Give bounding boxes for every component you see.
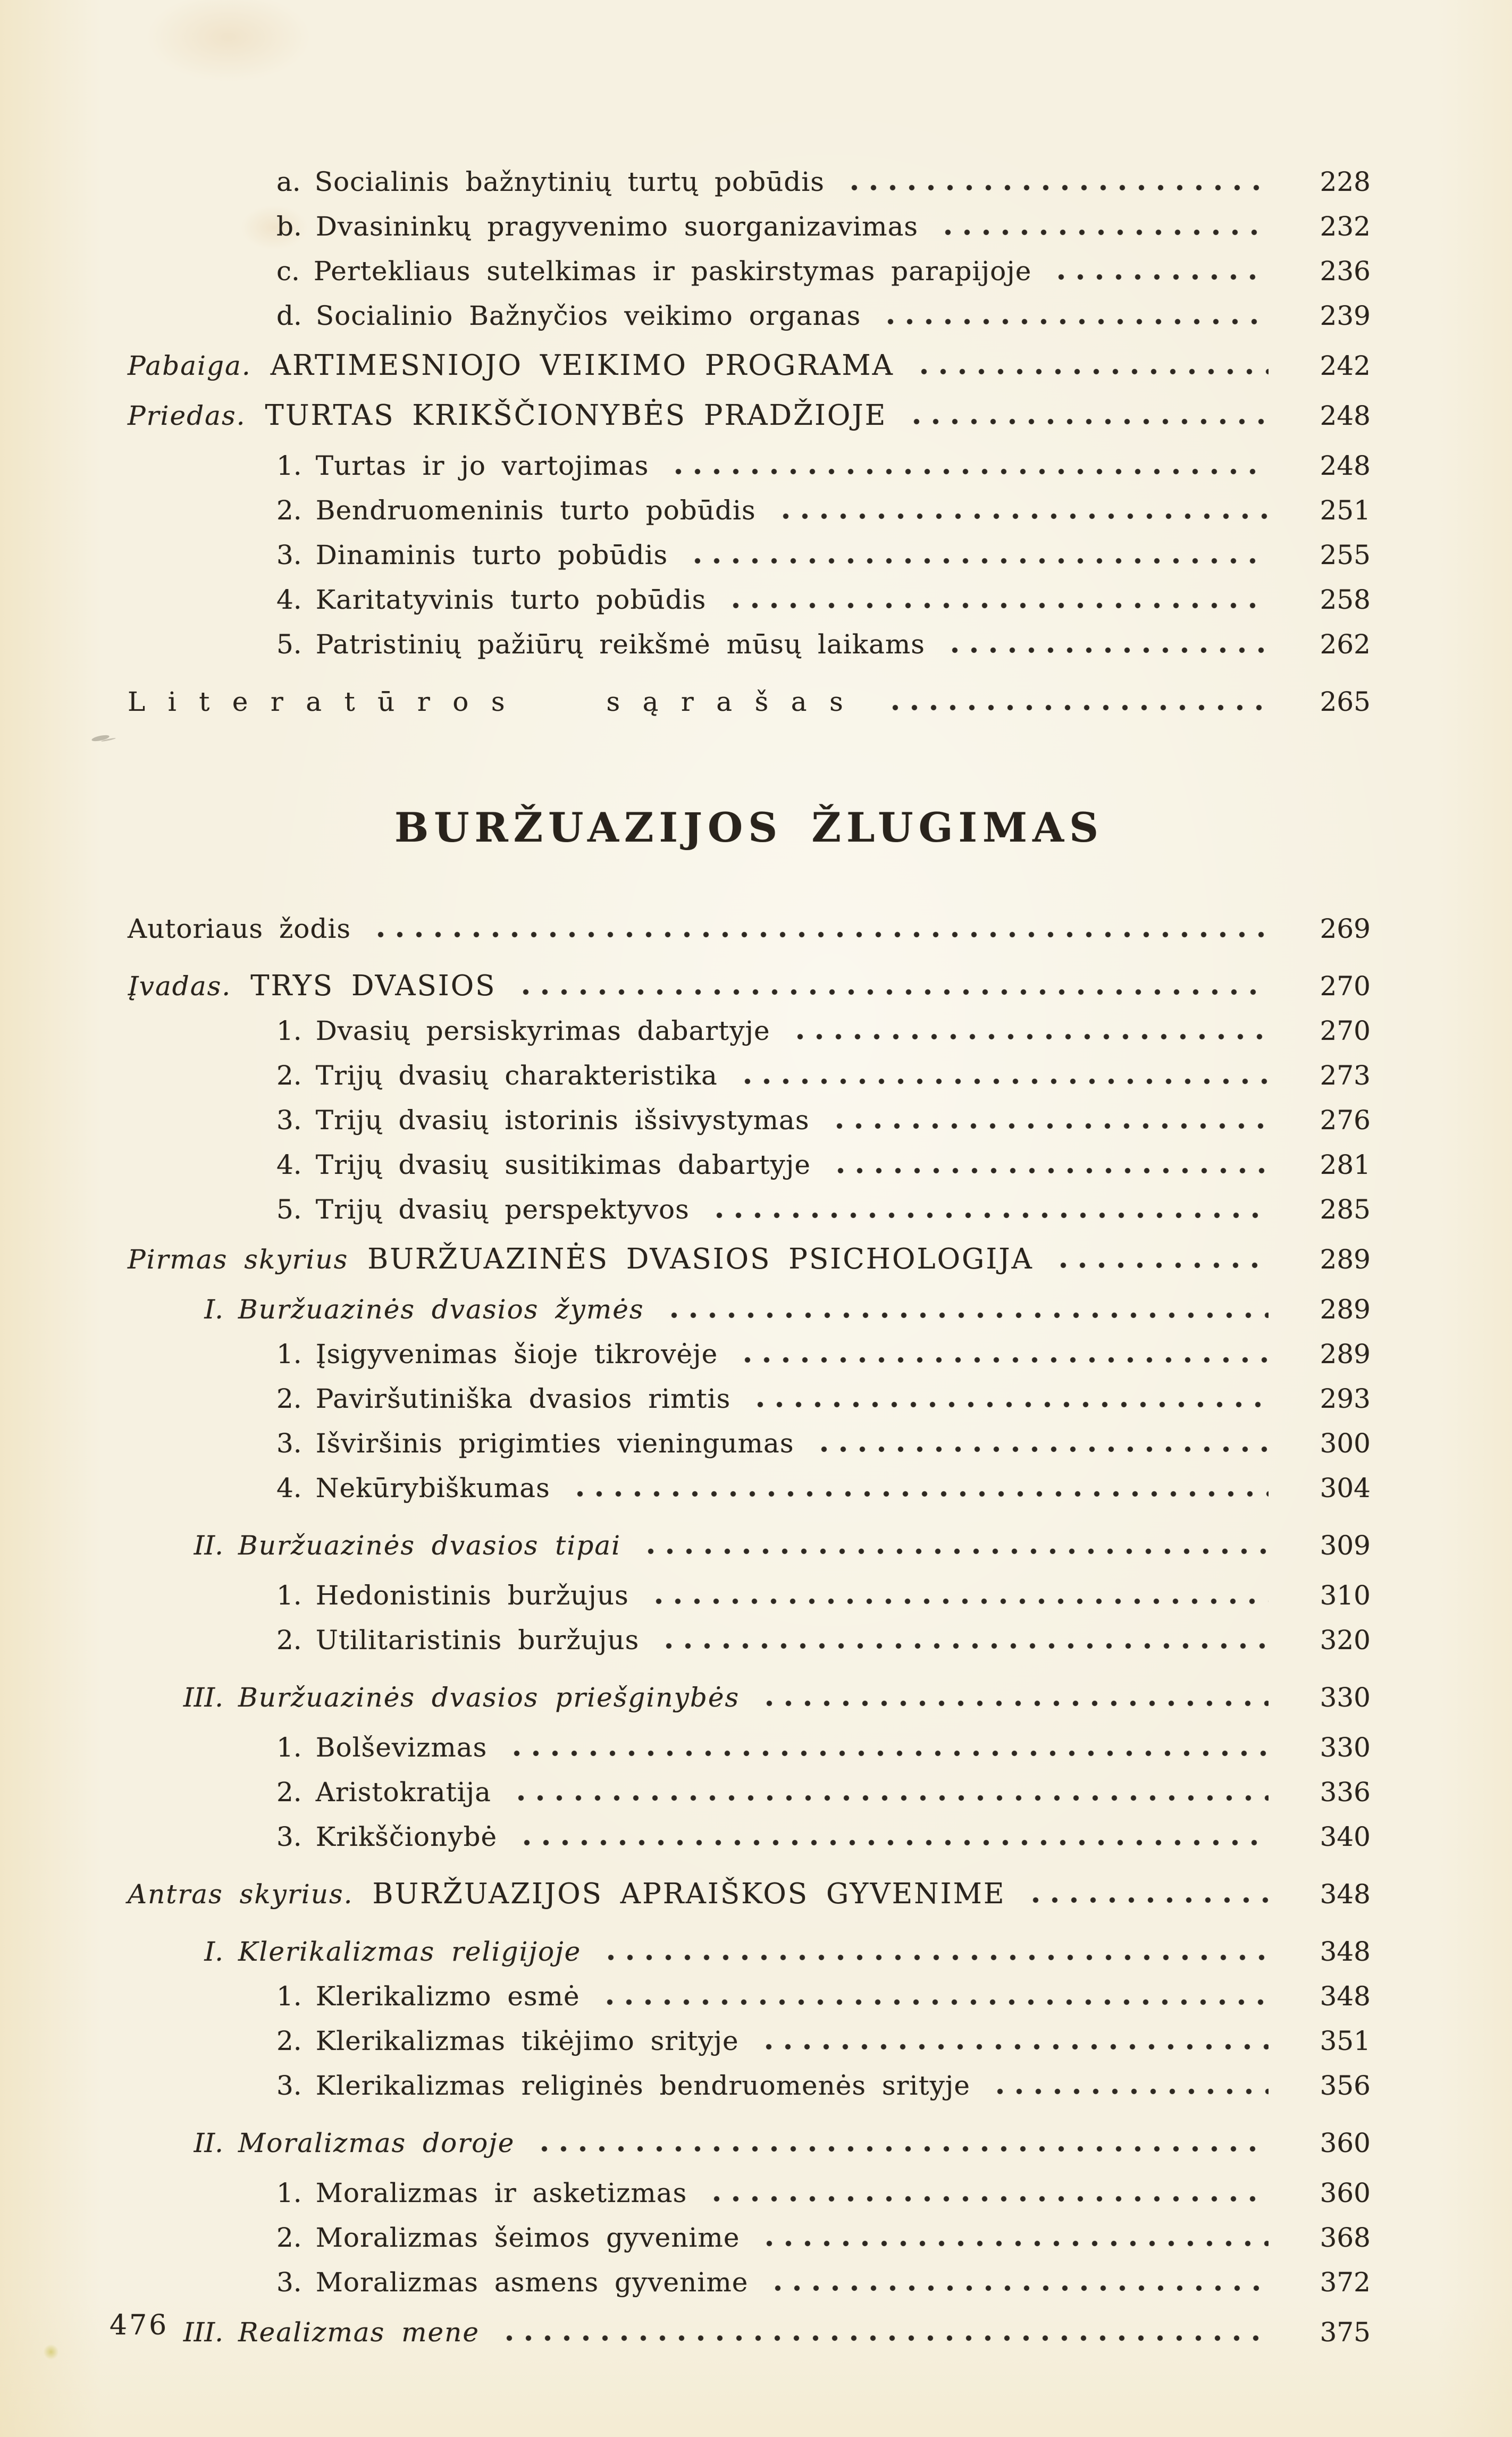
toc-entry-page: 320 [1320, 1625, 1371, 1656]
dot-leader [760, 2240, 1269, 2247]
dot-leader [511, 1794, 1269, 1802]
toc-entry-title: Moralizmas asmens gyvenime [315, 2267, 749, 2298]
toc-entry-title: Trijų dvasių susitikimas dabartyje [315, 1149, 811, 1180]
toc-entry-page: 351 [1320, 2026, 1371, 2056]
toc-entry-title: Dvasių persiskyrimas dabartyje [315, 1015, 770, 1046]
dot-leader [751, 1401, 1269, 1408]
toc-entry-title: TURTAS KRIKŠČIONYBĖS PRADŽIOJE [265, 399, 887, 432]
toc-entry [128, 1580, 1371, 1611]
toc-entry-prefix: 4. [276, 584, 302, 615]
toc-entry-title: Dinaminis turto pobūdis [315, 540, 668, 570]
toc-entry-title: Klerikalizmo esmė [315, 1981, 580, 2012]
toc-entry-title: Moralizmas šeimos gyvenime [315, 2222, 740, 2253]
toc-entry-prefix: II. [194, 1530, 223, 1561]
toc-entry [128, 256, 1371, 287]
dot-leader [600, 1998, 1269, 2006]
dot-leader [507, 1750, 1269, 1757]
toc-entry-prefix: 2. [276, 1060, 302, 1091]
toc-entry-title: BURŽUAZINĖS DVASIOS PSICHOLOGIJA [367, 1243, 1034, 1275]
dot-leader [760, 1700, 1269, 1707]
toc-entry-page: 242 [1320, 350, 1371, 381]
toc-entry [128, 1383, 1371, 1414]
toc-entry-page: 372 [1320, 2267, 1371, 2298]
toc-entry-prefix: c. [276, 256, 300, 287]
dot-leader [659, 1642, 1269, 1650]
toc-entry-prefix: III. [183, 1682, 223, 1713]
dot-leader [688, 557, 1269, 565]
toc-entry-page: 270 [1320, 1015, 1371, 1046]
toc-entry-prefix: 3. [276, 540, 302, 570]
toc-entry-prefix: I. [204, 1294, 223, 1325]
toc-entry [128, 1936, 1371, 1967]
toc-entry-prefix: 4. [276, 1473, 302, 1503]
toc-entry-page: 330 [1320, 1682, 1371, 1713]
toc-entry [128, 300, 1371, 331]
toc-entry-title: Trijų dvasių perspektyvos [315, 1194, 690, 1225]
toc-entry-title: Utilitaristinis buržujus [315, 1625, 640, 1656]
dot-leader [601, 1954, 1269, 1961]
dot-leader [945, 646, 1269, 654]
toc-entry-title: Trijų dvasių istorinis išsivystymas [315, 1105, 810, 1136]
toc-entry [128, 1341, 1371, 1367]
toc-entry-prefix: 2. [276, 1625, 302, 1656]
toc-entry [128, 629, 1371, 660]
toc-entry-prefix: 2. [276, 1383, 302, 1414]
dot-leader [535, 2145, 1269, 2153]
toc-entry-page: 281 [1320, 1149, 1371, 1180]
toc-entry [128, 1878, 1371, 1910]
toc-entry-page: 276 [1320, 1105, 1371, 1136]
toc-entry [128, 2180, 1371, 2206]
toc-entry-prefix: 1. [276, 1981, 302, 2012]
toc-entry-title: Hedonistinis buržujus [315, 1580, 629, 1611]
toc-entry-title: Bolševizmas [315, 1732, 488, 1763]
toc-entry-prefix: 3. [276, 2070, 302, 2101]
toc-entry-title: Išviršinis prigimties vieningumas [315, 1428, 794, 1459]
dot-leader [649, 1598, 1269, 1605]
toc-entry-prefix: 5. [276, 629, 302, 660]
toc-entry-title: Trijų dvasių charakteristika [315, 1060, 718, 1091]
book-part-heading: BURŽUAZIJOS ŽLUGIMAS [394, 804, 1104, 851]
toc-entry-prefix: 1. [276, 1732, 302, 1763]
toc-entry [128, 1015, 1371, 1046]
dot-leader [814, 1446, 1269, 1453]
toc-entry-page: 289 [1320, 1294, 1371, 1325]
toc-entry-title: Įsigyvenimas šioje tikrovėje [315, 1339, 718, 1369]
toc-entry [128, 913, 1371, 944]
dot-leader [907, 418, 1269, 425]
dot-leader [707, 2195, 1269, 2203]
dot-leader [1052, 273, 1269, 281]
toc-entry-prefix: d. [276, 300, 302, 331]
toc-entry [128, 584, 1371, 615]
toc-entry-page: 304 [1320, 1473, 1371, 1503]
dot-leader [759, 2043, 1269, 2051]
dot-leader [938, 229, 1269, 236]
toc-entry-page: 348 [1320, 1879, 1371, 1910]
toc-entry [128, 1981, 1371, 2012]
toc-entry-page: 289 [1320, 1244, 1371, 1275]
dot-leader [726, 602, 1269, 609]
toc-entry-page: 270 [1320, 971, 1371, 1002]
toc-entry [128, 166, 1371, 197]
toc-entry [128, 970, 1371, 1002]
toc-entry-page: 248 [1320, 450, 1371, 481]
dot-leader [768, 2284, 1269, 2292]
toc-entry-prefix: I. [204, 1936, 223, 1967]
toc-entry-page: 265 [1320, 686, 1371, 717]
toc-entry-prefix: III. [183, 2317, 223, 2348]
toc-entry-prefix: 4. [276, 1149, 302, 1180]
dot-leader [776, 512, 1269, 520]
dot-leader [1026, 1896, 1269, 1904]
toc-entry-prefix: Antras skyrius. [128, 1879, 354, 1910]
toc-entry-title: Literatūros sąrašas [128, 686, 866, 717]
toc-entry-title: Paviršutiniška dvasios rimtis [315, 1383, 731, 1414]
toc-entry-prefix: 1. [276, 1015, 302, 1046]
toc-entry-page: 273 [1320, 1060, 1371, 1091]
toc-entry-page: 360 [1320, 2128, 1371, 2158]
toc-entry-prefix: 1. [276, 1580, 302, 1611]
dot-leader [886, 704, 1269, 711]
dot-leader [570, 1490, 1269, 1498]
toc-entry [128, 349, 1371, 382]
toc-entry-page: 348 [1320, 1981, 1371, 2012]
toc-entry [128, 495, 1371, 526]
toc-entry [128, 1149, 1371, 1180]
dot-leader [738, 1078, 1269, 1085]
toc-entry-title: Socialinis bažnytinių turtų pobūdis [314, 166, 825, 197]
toc-entry-page: 248 [1320, 400, 1371, 431]
toc-entry-prefix: Įvadas. [128, 971, 232, 1002]
toc-entry [128, 1428, 1371, 1459]
toc-entry [128, 1682, 1371, 1713]
dot-leader [990, 2088, 1269, 2095]
toc-entry-prefix: a. [276, 166, 301, 197]
toc-entry [128, 2070, 1371, 2101]
toc-entry-page: 293 [1320, 1383, 1371, 1414]
dot-leader [500, 2334, 1269, 2342]
dot-leader [669, 468, 1269, 475]
toc-entry-prefix: b. [276, 211, 302, 242]
toc-entry-page: 330 [1320, 1732, 1371, 1763]
toc-entry-title: Krikščionybė [315, 1821, 498, 1852]
toc-entry [128, 1777, 1371, 1808]
toc-entry-page: 368 [1320, 2222, 1371, 2253]
toc-entry [128, 1475, 1371, 1501]
toc-entry-title: Aristokratija [315, 1777, 491, 1808]
toc-entry-title: Nekūrybiškumas [315, 1473, 550, 1503]
toc-entry-prefix: 3. [276, 1821, 302, 1852]
toc-entry [128, 1105, 1371, 1136]
toc-entry-page: 336 [1320, 1777, 1371, 1808]
toc-entry-prefix: 3. [276, 1428, 302, 1459]
toc-entry-page: 309 [1320, 1530, 1371, 1561]
toc-entry-prefix: 5. [276, 1194, 302, 1225]
toc-entry-prefix: Priedas. [128, 400, 246, 431]
toc-entry-prefix: Pabaiga. [128, 350, 251, 381]
toc-entry-page: 232 [1320, 211, 1371, 242]
dot-leader [791, 1033, 1269, 1040]
toc-entry [128, 1194, 1371, 1225]
toc-entry-prefix: 1. [276, 1339, 302, 1369]
dot-leader [517, 1839, 1269, 1846]
toc-entry-page: 340 [1320, 1821, 1371, 1852]
toc-entry [128, 1821, 1371, 1852]
toc-entry-page: 228 [1320, 166, 1371, 197]
toc-entry [128, 1530, 1371, 1561]
toc-entry-prefix: 3. [276, 1105, 302, 1136]
toc-entry [128, 450, 1371, 481]
toc-entry-page: 375 [1320, 2317, 1371, 2348]
toc-entry-title: Buržuazinės dvasios tipai [238, 1530, 621, 1561]
toc-entry-title: Buržuazinės dvasios priešginybės [238, 1682, 740, 1713]
toc-entry [128, 2267, 1371, 2298]
toc-entry-prefix: 1. [276, 450, 302, 481]
toc-entry-prefix: II. [194, 2128, 223, 2158]
toc-entry-title: Pertekliaus sutelkimas ir paskirstymas parapijoje [313, 256, 1032, 287]
toc-entry-title: Realizmas mene [238, 2317, 480, 2348]
toc-entry-page: 251 [1320, 495, 1371, 526]
dot-leader [641, 1548, 1269, 1555]
toc-entry-page: 239 [1320, 300, 1371, 331]
toc-entry-title: Autoriaus žodis [128, 913, 351, 944]
dot-leader [371, 931, 1269, 938]
toc-entry-prefix: 2. [276, 2222, 302, 2253]
toc-entry-title: TRYS DVASIOS [250, 970, 497, 1002]
toc-entry [128, 2028, 1371, 2054]
toc-list [128, 166, 1371, 2348]
toc-entry [128, 1732, 1371, 1763]
dot-leader [831, 1167, 1269, 1174]
toc-entry [128, 211, 1371, 242]
toc-entry-page: 310 [1320, 1580, 1371, 1611]
dot-leader [516, 988, 1269, 996]
toc-entry-page: 258 [1320, 584, 1371, 615]
toc-entry-title: Karitatyvinis turto pobūdis [315, 584, 707, 615]
dot-leader [914, 368, 1269, 375]
toc-entry-page: 348 [1320, 1936, 1371, 1967]
toc-entry [128, 2130, 1371, 2156]
toc-entry-title: BURŽUAZIJOS APRAIŠKOS GYVENIME [372, 1878, 1006, 1910]
toc-entry [128, 686, 1371, 717]
dot-leader [738, 1356, 1269, 1364]
dot-leader [1054, 1262, 1269, 1269]
toc-entry-title: Klerikalizmas tikėjimo srityje [315, 2026, 739, 2056]
dot-leader [665, 1312, 1269, 1319]
toc-entry-page: 285 [1320, 1194, 1371, 1225]
toc-entry [128, 2222, 1371, 2253]
toc-entry-page: 360 [1320, 2178, 1371, 2208]
toc-entry-title: Patristinių pažiūrų reikšmė mūsų laikams [315, 629, 925, 660]
toc-entry-title: ARTIMESNIOJO VEIKIMO PROGRAMA [270, 349, 894, 382]
toc-entry [128, 542, 1371, 568]
toc-entry-title: Dvasininkų pragyvenimo suorganizavimas [315, 211, 919, 242]
toc-entry-prefix: 3. [276, 2267, 302, 2298]
dot-leader [830, 1122, 1269, 1130]
toc-entry-page: 356 [1320, 2070, 1371, 2101]
toc-entry-page: 262 [1320, 629, 1371, 660]
toc-entry-prefix: Pirmas skyrius [128, 1244, 349, 1275]
toc-entry-title: Bendruomeninis turto pobūdis [315, 495, 756, 526]
toc-entry [128, 1625, 1371, 1656]
toc-entry-title: Klerikalizmas religinės bendruomenės srityje [315, 2070, 970, 2101]
toc-entry [128, 1294, 1371, 1325]
toc-entry [128, 399, 1371, 432]
toc-entry-title: Socialinio Bažnyčios veikimo organas [315, 300, 861, 331]
paper-stain [91, 734, 110, 743]
toc-entry-page: 269 [1320, 913, 1371, 944]
dot-leader [710, 1212, 1269, 1219]
toc-entry-page: 255 [1320, 540, 1371, 570]
toc-entry-page: 236 [1320, 256, 1371, 287]
toc-entry-title: Buržuazinės dvasios žymės [238, 1294, 644, 1325]
toc-entry [128, 1243, 1371, 1275]
dot-leader [881, 318, 1269, 325]
toc-entry-title: Klerikalizmas religijoje [238, 1936, 582, 1967]
toc-entry-prefix: 2. [276, 2026, 302, 2056]
toc-entry-title: Turtas ir jo vartojimas [315, 450, 649, 481]
toc-entry-page: 300 [1320, 1428, 1371, 1459]
toc-entry-prefix: 2. [276, 495, 302, 526]
toc-entry-title: Moralizmas doroje [238, 2128, 515, 2158]
toc-entry [128, 1060, 1371, 1091]
toc-entry-prefix: 1. [276, 2178, 302, 2208]
page-folio-number: 476 [110, 2309, 169, 2341]
toc-entry-title: Moralizmas ir asketizmas [315, 2178, 687, 2208]
toc-entry-prefix: 2. [276, 1777, 302, 1808]
dot-leader [845, 184, 1269, 191]
toc-entry-page: 289 [1320, 1339, 1371, 1369]
